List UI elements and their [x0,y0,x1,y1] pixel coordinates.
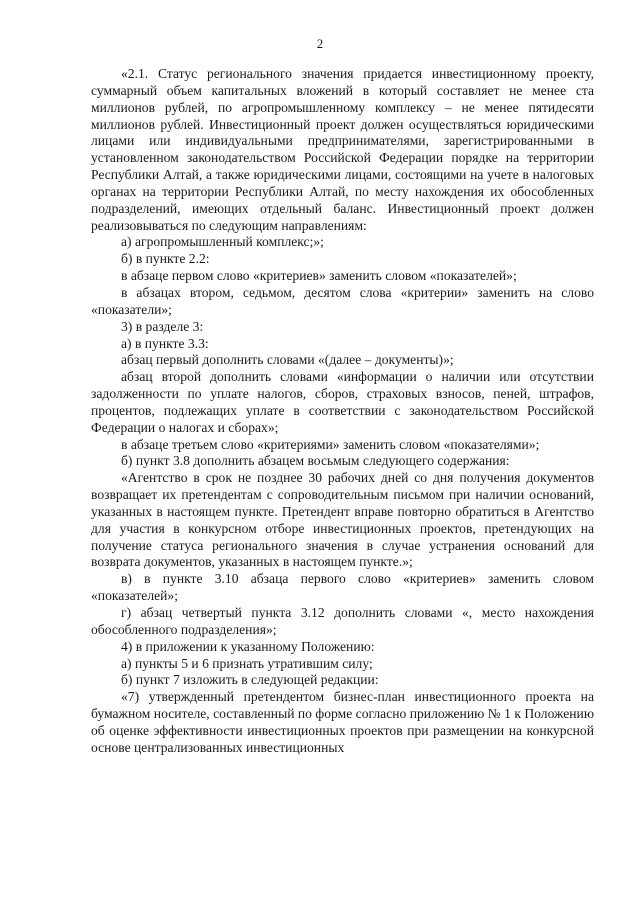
paragraph: 3) в разделе 3: [121,318,204,334]
paragraph: «Агентство в срок не позднее 30 рабочих дней со дня получения документов возвращает их претендентам с сопроводительным письмом при наличии оснований, указанных в настоящем пункте. Претендент вправе повторно обратиться в Агентство для участия в конкурсном отборе инвестиционных проектов, претендующих на получение статуса регионального значения в случае устранения оснований для возврата документов, указанных в настоящем пункте.»; [91,470,594,570]
paragraph: б) пункт 7 изложить в следующей редакции: [121,672,379,688]
paragraph: абзац второй дополнить словами «информации о наличии или отсутствии задолженности по уплате налогов, сборов, страховых взносов, пеней, штрафов, процентов, подлежащих уплате в соответствии с законодательством Российской Федерации о налогах и сборах»; [91,369,594,435]
paragraph: а) в пункте 3.3: [121,335,209,351]
paragraph: а) пункты 5 и 6 признать утратившим силу; [121,655,373,671]
paragraph: в абзацах втором, седьмом, десятом слова «критерии» заменить на слово «показатели»; [91,284,594,317]
paragraph: а) агропромышленный комплекс;»; [121,234,324,250]
paragraph: абзац первый дополнить словами «(далее – документы)»; [121,352,454,368]
paragraph: «2.1. Статус регионального значения придается инвестиционному проекту, суммарный объем капитальных вложений в который составляет не менее ста миллионов рублей, по агропромышленному комплексу – не менее пятидесяти миллионов рублей. Инвестиционный проект должен осуществляться юридическими лицами или индивидуальными предпринимателями, зарегистрированными в установленном законодательством Российской Федерации порядке на территории Республики Алтай, а также юридическими лицами, состоящими на учете в налоговых органах на территории Республики Алтай, по месту нахождения их обособленных подразделений, имеющих отдельный баланс. Инвестиционный проект должен реализовываться по следующим направлениям: [91,66,594,233]
document-body [91,66,594,757]
paragraph: б) пункт 3.8 дополнить абзацем восьмым следующего содержания: [121,453,510,469]
paragraph: г) абзац четвертый пункта 3.12 дополнить словами «, место нахождения обособленного подразделения»; [91,605,594,637]
paragraph: 4) в приложении к указанному Положению: [121,638,375,654]
paragraph: в абзаце третьем слово «критериями» заменить словом «показателями»; [121,436,540,452]
paragraph: «7) утвержденный претендентом бизнес-план инвестиционного проекта на бумажном носителе, составленный по форме согласно приложению № 1 к Положению об оценке эффективности инвестиционных проектов при размещении на конкурсной основе централизованных инвестиционных [91,689,594,755]
paragraph: в абзаце первом слово «критериев» заменить словом «показателей»; [121,268,517,284]
paragraph: в) в пункте 3.10 абзаца первого слово «критериев» заменить словом «показателей»; [91,571,594,604]
paragraph: б) в пункте 2.2: [121,251,210,267]
page-number: 2 [316,36,324,51]
